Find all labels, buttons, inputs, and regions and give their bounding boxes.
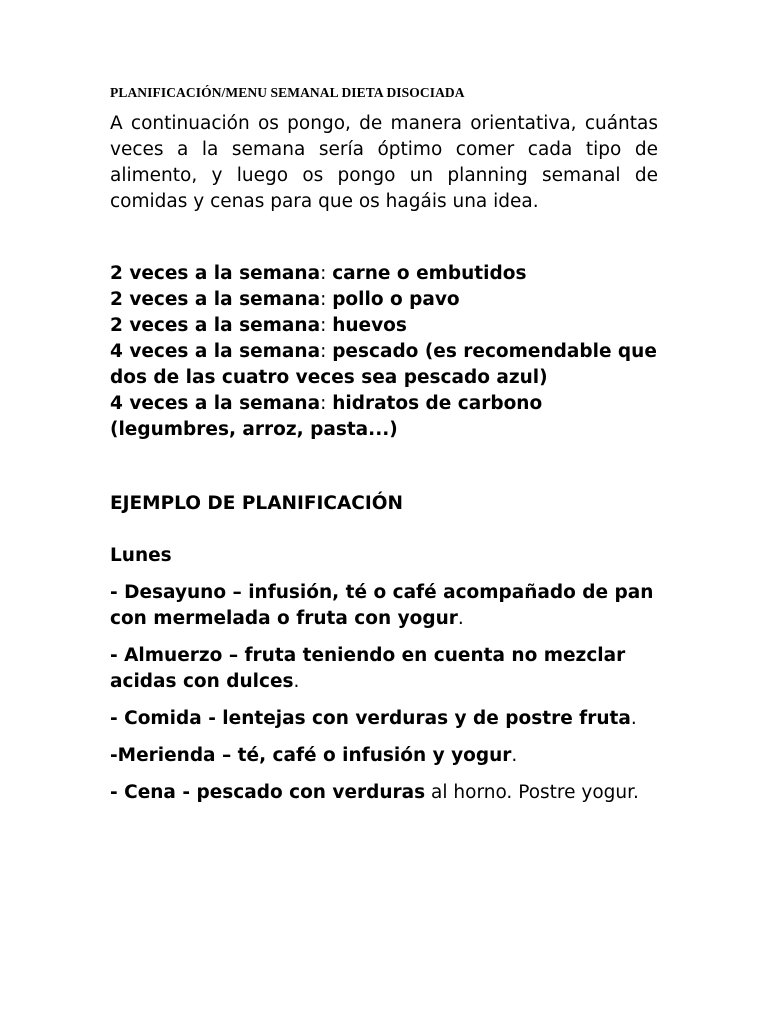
frequency-item: 2 veces a la semana: carne o embutidos <box>110 263 527 284</box>
meal-lunch: - Comida - lentejas con verduras y de postre fruta. <box>110 708 637 729</box>
frequency-item: 2 veces a la semana: pollo o pavo <box>110 289 460 310</box>
frequency-item: 4 veces a la semana: hidratos de carbono (legumbres, arroz, pasta...) <box>110 393 543 440</box>
day-heading: Lunes <box>110 545 172 566</box>
intro-paragraph: A continuación os pongo, de manera orientativa, cuántas veces a la semana sería óptimo comer cada tipo de alimento, y luego os pongo un planning semanal de comidas y cenas para que os hagáis una idea. <box>110 113 658 212</box>
document-page <box>110 84 658 806</box>
document-title: PLANIFICACIÓN/MENU SEMANAL DIETA DISOCIADA <box>110 85 465 100</box>
meal-snack: -Merienda – té, café o infusión y yogur. <box>110 745 518 766</box>
meal-dinner: - Cena - pescado con verduras al horno. Postre yogur. <box>110 782 639 803</box>
meal-midmorning: - Almuerzo – fruta teniendo en cuenta no mezclar acidas con dulces. <box>110 645 626 692</box>
frequency-item: 4 veces a la semana: pescado (es recomendable que dos de las cuatro veces sea pescado azul) <box>110 341 657 388</box>
meal-breakfast: - Desayuno – infusión, té o café acompañado de pan con mermelada o fruta con yogur. <box>110 582 654 629</box>
frequency-list <box>110 261 658 443</box>
example-heading: EJEMPLO DE PLANIFICACIÓN <box>110 493 403 514</box>
frequency-item: 2 veces a la semana: huevos <box>110 315 407 336</box>
